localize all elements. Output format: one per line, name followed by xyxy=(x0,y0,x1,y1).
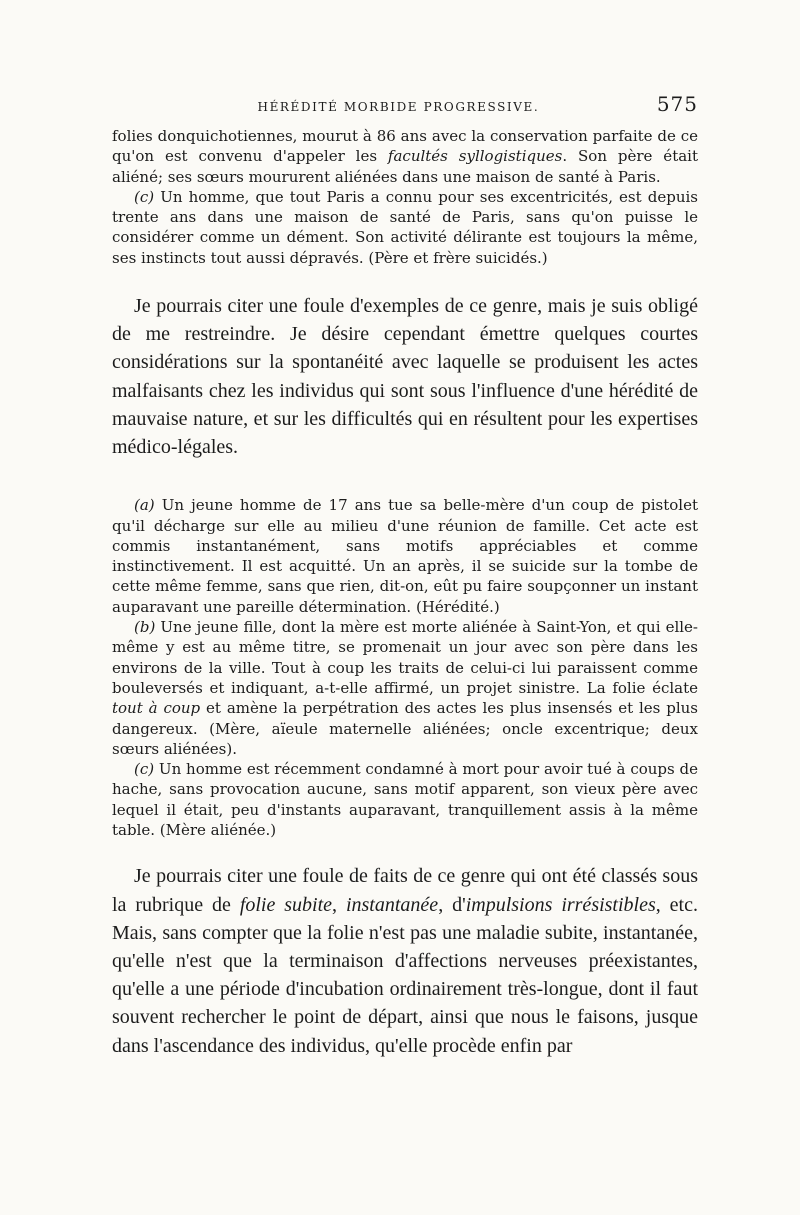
case-example-b: (b) Une jeune fille, dont la mère est morte aliénée à Saint-Yon, et qui elle-même y est au même titre, se promenait un jour avec son père dans les environs de la ville. Tout à coup les traits de celui-ci lui paraissent comme bouleversés et indiquant, a-t-elle affirmé, un projet sinistre. La folie éclate tout à coup et amène la perpétration des actes les plus insensés et les plus dangereux. (Mère, aïeule maternelle aliénées; oncle excentrique; deux sœurs aliénées). xyxy=(112,618,699,758)
running-head: HÉRÉDITÉ MORBIDE PROGRESSIVE. xyxy=(257,100,540,114)
body-paragraph-2: Je pourrais citer une foule de faits de ce genre qui ont été classés sous la rubrique de folie subite, instantanée, d'impulsions irrésistibles, etc. Mais, sans compter que la folie n'est pas une maladie subite, instantanée, qu'elle n'est que la terminaison d'affections nerveuses préexistantes, qu'elle a une période d'incubation ordinairement très-longue, dont il faut souvent rechercher le point de départ, ainsi que nous le faisons, jusque dans l'ascendance des individus, qu'elle procède enfin par xyxy=(112,865,698,1057)
book-page xyxy=(112,92,698,1060)
case-example-c: (c) Un homme est récemment condamné à mort pour avoir tué à coups de hache, sans provocation aucune, sans motif apparent, son vieux père avec lequel il était, peu d'instants auparavant, tranquillement assis à la même table. (Mère aliénée.) xyxy=(112,760,698,840)
case-label: (a) xyxy=(134,496,155,515)
case-note-paragraph: folies donquichotiennes, mourut à 86 ans avec la conservation parfaite de ce qu'on est convenu d'appeler les facultés syllogistiques. Son père était aliéné; ses sœurs moururent aliénées dans une maison de santé à Paris. xyxy=(112,127,698,186)
case-notes-continued xyxy=(112,126,698,268)
page-number: 575 xyxy=(656,92,698,116)
body-paragraph: Je pourrais citer une foule d'exemples de ce genre, mais je suis obligé de me restreindre. Je désire cependant émettre quelques courtes considérations sur la spontanéité avec laquelle se produisent les actes malfaisants chez les individus qui sont sous l'influence d'une hérédité de mauvaise nature, et sur les difficultés qui en résultent pour les expertises médico-légales. xyxy=(112,295,698,459)
case-label: (c) xyxy=(134,187,155,206)
case-note-c: (c) Un homme, que tout Paris a connu pour ses excentricités, est depuis trente ans dans une maison de santé de Paris, sans qu'on puisse le considérer comme un dément. Son activité délirante est toujours la même, ses instincts tout aussi dépravés. (Père et frère suicidés.) xyxy=(112,187,698,267)
case-example-a: (a) Un jeune homme de 17 ans tue sa belle-mère d'un coup de pistolet qu'il décharge sur elle au milieu d'une réunion de famille. Cet acte est commis instantanément, sans motifs appréciables et comme instinctivement. Il est acquitté. Un an après, il se suicide sur la tombe de cette même femme, sans que rien, dit-on, eût pu faire soupçonner un instant auparavant une pareille détermination. (Hérédité.) xyxy=(112,496,698,616)
page-header xyxy=(112,92,698,126)
case-label: (c) xyxy=(134,760,155,779)
case-label: (b) xyxy=(134,618,156,637)
case-examples xyxy=(112,495,698,840)
